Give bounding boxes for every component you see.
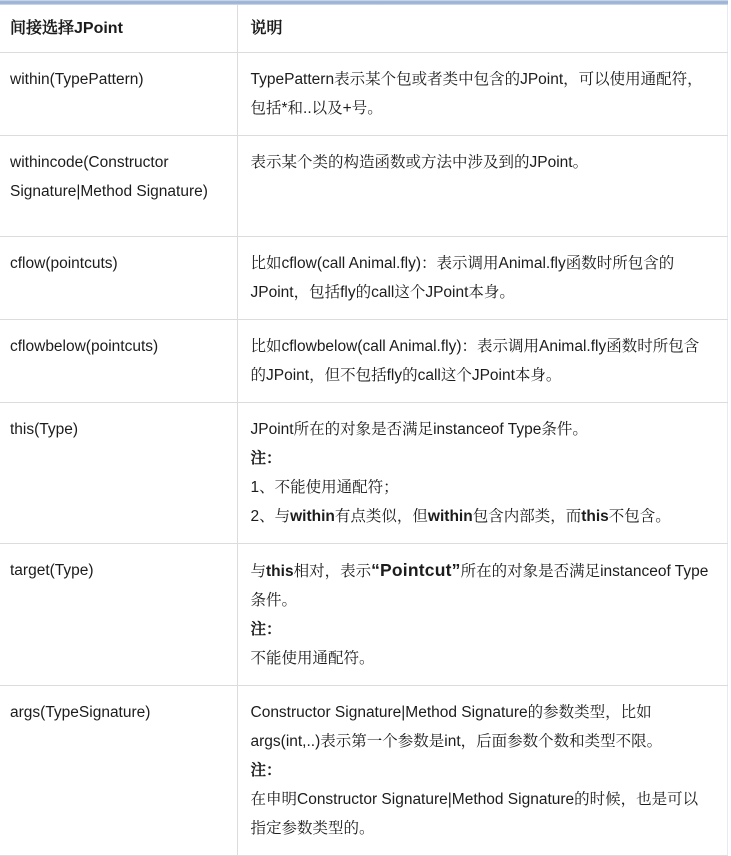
description-segment: 比如cflowbelow(call Animal.fly)：表示调用Animal.fly函数时所包含的JPoint，但不包括fly的call这个JPoint本身。 — [250, 338, 700, 384]
table-row — [0, 136, 728, 237]
description-line — [251, 698, 714, 756]
description-bold-segment: this — [266, 563, 294, 580]
description-segment: JPoint所在的对象是否满足instanceof Type条件。 — [250, 421, 588, 438]
description-bold-segment: within — [427, 508, 473, 525]
pointcut-cell — [0, 403, 237, 544]
pointcut-cell-text: cflowbelow(pointcuts) — [10, 338, 159, 355]
description-segment: 与 — [250, 563, 267, 580]
description-cell — [237, 544, 728, 686]
pointcut-cell — [0, 237, 237, 320]
description-cell — [237, 320, 728, 403]
jpoint-table — [0, 5, 728, 856]
description-bold-segment: within — [290, 508, 335, 525]
description-segment: 包含内部类，而 — [472, 508, 582, 525]
description-line — [251, 148, 714, 177]
header-pointcut: 间接选择JPoint — [0, 5, 237, 53]
description-segment: 在申明Constructor Signature|Method Signature的时候，也是可以指定参数类型的。 — [250, 791, 699, 837]
table-row — [0, 403, 728, 544]
pointcut-cell — [0, 544, 237, 686]
description-line — [251, 556, 714, 615]
description-line — [251, 65, 714, 123]
pointcut-cell — [0, 53, 237, 136]
description-cell — [237, 403, 728, 544]
description-bold-segment: 注： — [250, 762, 282, 779]
description-segment: 2、与 — [250, 508, 291, 525]
table-row — [0, 237, 728, 320]
description-line — [251, 249, 714, 307]
description-segment: Constructor Signature|Method Signature的参数类型，比如args(int,..)表示第一个参数是int，后面参数个数和类型不限。 — [250, 704, 663, 750]
description-bold-segment: 注： — [250, 450, 282, 467]
pointcut-cell-text: withincode(Constructor Signature|Method Signature) — [10, 154, 208, 200]
description-line — [251, 756, 714, 785]
description-bold-segment: this — [581, 508, 609, 525]
description-line — [251, 785, 714, 843]
description-segment: 不包含。 — [608, 508, 671, 525]
header-row — [0, 5, 728, 53]
description-line — [251, 444, 714, 473]
description-line — [251, 415, 714, 444]
table-row — [0, 53, 728, 136]
description-line — [251, 473, 714, 502]
pointcut-cell-text: args(TypeSignature) — [10, 704, 151, 721]
pointcut-cell — [0, 136, 237, 237]
description-bold-segment: “Pointcut” — [371, 560, 461, 580]
description-line — [251, 615, 714, 644]
description-line — [251, 644, 714, 673]
description-cell — [237, 686, 728, 856]
table-row — [0, 320, 728, 403]
pointcut-cell-text: target(Type) — [10, 562, 94, 579]
table-row — [0, 544, 728, 686]
table-header — [0, 5, 728, 53]
description-line — [251, 332, 714, 390]
description-cell — [237, 136, 728, 237]
description-segment: 不能使用通配符。 — [250, 650, 375, 667]
pointcut-cell-text: within(TypePattern) — [10, 71, 144, 88]
description-segment: 有点类似，但 — [334, 508, 428, 525]
description-line — [251, 502, 714, 531]
description-segment: 所在的对象是否满足instanceof Type条件。 — [250, 563, 709, 609]
description-segment: TypePattern表示某个包或者类中包含的JPoint，可以使用通配符，包括*和..以及+号。 — [250, 71, 703, 117]
description-cell — [237, 53, 728, 136]
pointcut-cell-text: this(Type) — [10, 421, 79, 438]
pointcut-cell-text: cflow(pointcuts) — [10, 255, 118, 272]
description-segment: 表示某个类的构造函数或方法中涉及到的JPoint。 — [250, 154, 589, 171]
description-segment: 比如cflow(call Animal.fly)：表示调用Animal.fly函数时所包含的JPoint，包括fly的call这个JPoint本身。 — [250, 255, 675, 301]
table-body — [0, 53, 728, 856]
description-segment: 1、不能使用通配符； — [250, 479, 399, 496]
header-description: 说明 — [237, 5, 728, 53]
description-segment: 相对，表示 — [293, 563, 372, 580]
pointcut-cell — [0, 686, 237, 856]
description-cell — [237, 237, 728, 320]
pointcut-cell — [0, 320, 237, 403]
description-bold-segment: 注： — [250, 621, 282, 638]
table-row — [0, 686, 728, 856]
